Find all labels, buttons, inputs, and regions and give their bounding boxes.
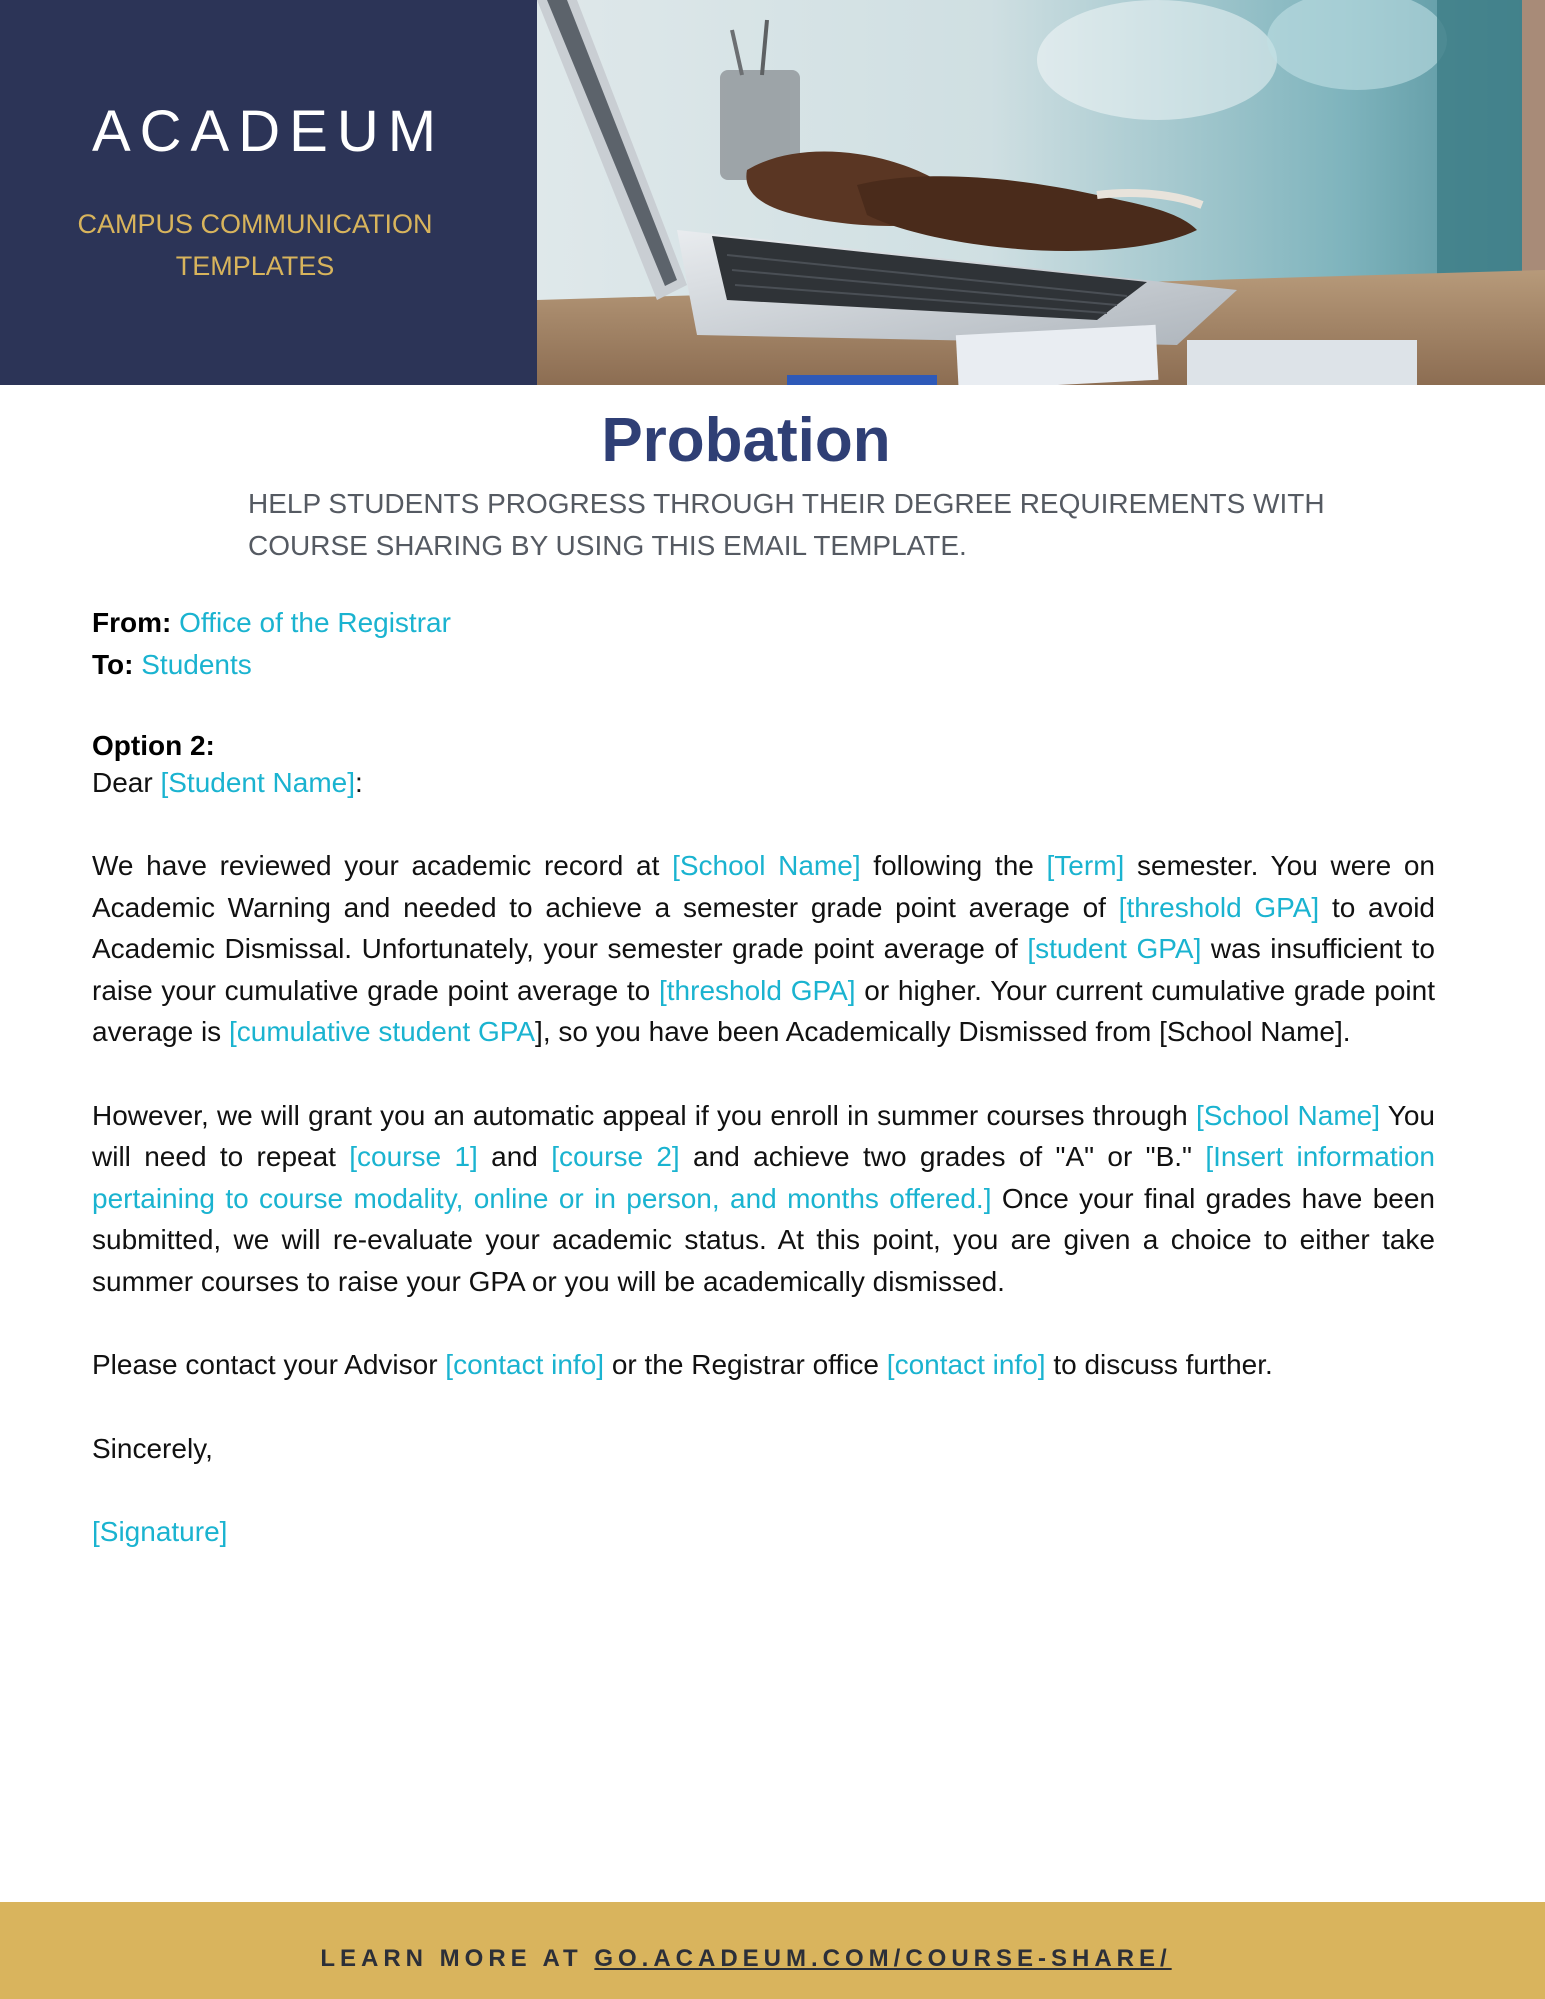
school-name-placeholder: [School Name] — [1195, 1099, 1381, 1131]
signature-placeholder: [Signature] — [92, 1516, 228, 1547]
laptop-hero-image — [537, 0, 1545, 385]
p1-text: to avoid Academic Dismissal. Unfortunately, your semester grade point average of — [92, 891, 1435, 964]
p2-text: You will need to repeat — [92, 1099, 1436, 1172]
greeting-colon: : — [355, 767, 363, 798]
page-title: Probation — [601, 406, 891, 475]
option-label: Option 2: — [92, 730, 215, 761]
paragraph-2 — [92, 1095, 1435, 1303]
greeting — [92, 763, 1435, 803]
student-name-placeholder: [Student Name] — [160, 767, 356, 798]
footer-prefix: LEARN MORE AT — [320, 1945, 595, 1972]
course-share-link[interactable]: GO.ACADEUM.COM/COURSE-SHARE/ — [594, 1945, 1172, 1972]
advisor-contact-placeholder: [contact info] — [445, 1349, 605, 1380]
term-placeholder: [Term] — [1046, 850, 1125, 881]
p1-text: semester. You were on Academic Warning and needed to achieve a semester grade point average of — [92, 850, 1435, 923]
from-value: Office of the Registrar — [179, 607, 451, 638]
course-2-placeholder: [course 2] — [551, 1141, 680, 1172]
student-gpa-placeholder: [student GPA] — [1027, 933, 1202, 964]
threshold-gpa-placeholder: [threshold GPA] — [659, 974, 856, 1006]
paragraph-1 — [92, 845, 1435, 1053]
p2-text: and — [477, 1141, 552, 1172]
to-label: To: — [92, 648, 134, 680]
from-line — [92, 602, 1435, 644]
p1-text: ], so you have been Academically Dismissed from [School Name]. — [535, 1016, 1351, 1047]
p1-text: was insufficient to raise your cumulative grade point average to — [92, 933, 1435, 1006]
closing: Sincerely, — [92, 1432, 213, 1464]
p3-text: Please contact your Advisor — [92, 1349, 446, 1380]
p1-text: following the — [860, 850, 1047, 881]
tagline: CAMPUS COMMUNICATION TEMPLATES — [77, 209, 433, 281]
footer-bar — [0, 1902, 1545, 1999]
paragraph-3 — [92, 1344, 1435, 1386]
school-name-placeholder: [School Name] — [672, 850, 861, 881]
greeting-dear: Dear — [92, 767, 161, 798]
registrar-contact-placeholder: [contact info] — [886, 1349, 1046, 1380]
p2-text: and achieve two grades of "A" or "B." — [679, 1141, 1206, 1172]
brand-panel — [0, 0, 537, 385]
p2-text: Once your final grades have been submitted, we will re-evaluate your academic status. At this point, you are given a choice to either take summer courses to raise your GPA or you will be academically dismissed. — [92, 1182, 1435, 1297]
to-value: Students — [141, 648, 252, 680]
from-label: From: — [92, 607, 172, 638]
academ-logo: ACADEUM — [91, 99, 446, 164]
p2-text: However, we will grant you an automatic appeal if you enroll in summer courses through — [92, 1099, 1196, 1131]
p3-text: or the Registrar office — [604, 1349, 887, 1380]
page-subtitle: HELP STUDENTS PROGRESS THROUGH THEIR DEGREE REQUIREMENTS WITH COURSE SHARING BY USING THIS EMAIL TEMPLATE. — [248, 488, 1325, 561]
p1-text: We have reviewed your academic record at — [92, 850, 673, 881]
footer-text — [0, 1945, 1492, 1973]
cumulative-gpa-placeholder: [cumulative student GPA — [228, 1016, 536, 1047]
p3-text: to discuss further. — [1045, 1349, 1273, 1380]
insert-info-placeholder: [Insert information pertaining to course modality, online or in person, and months offered.] — [92, 1141, 1435, 1214]
course-1-placeholder: [course 1] — [349, 1141, 478, 1172]
threshold-gpa-placeholder: [threshold GPA] — [1118, 891, 1320, 923]
email-template-body — [92, 602, 1435, 1553]
to-line — [92, 644, 1435, 686]
p1-text: or higher. Your current cumulative grade point average is — [92, 974, 1435, 1047]
header-banner — [0, 0, 1545, 385]
